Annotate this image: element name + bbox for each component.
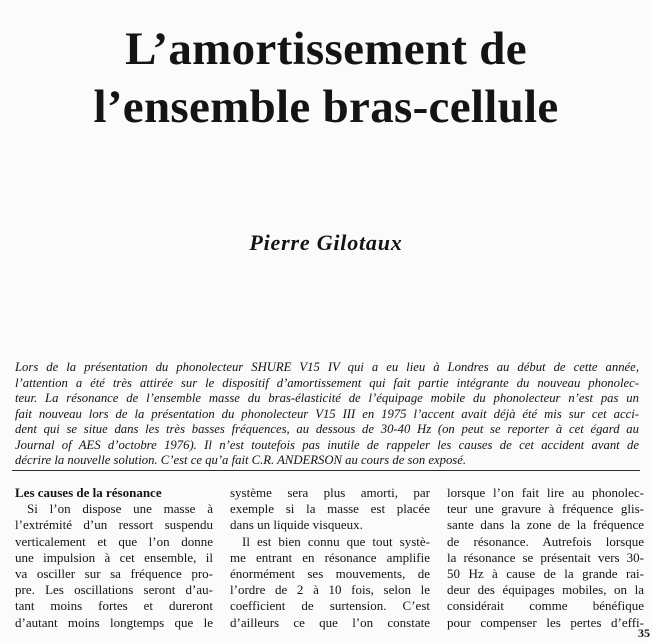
column-line: une impulsion à cet ensemble, il bbox=[15, 549, 213, 565]
column-line: coefficient de surtension. C’est bbox=[230, 598, 430, 614]
text-column-3 bbox=[447, 485, 644, 631]
lede-line: Lors de la présentation du phonolecteur SHURE V15 IV qui a eu lieu à Londres au début de cette année, bbox=[15, 360, 639, 374]
lede-line: décrire la nouvelle solution. C’est ce qu’a fait C.R. ANDERSON au cours de son exposé. bbox=[15, 453, 467, 467]
column-line: tant moins fortes et dureront bbox=[15, 598, 213, 614]
lede-line: l’attention a été très attirée sur le dispositif d’amortissement qui fait partie intégrante du nouveau phonolec- bbox=[15, 375, 639, 390]
column-line: considérait comme bénéfique bbox=[447, 598, 644, 614]
column-line: me entrant en résonance amplifie bbox=[230, 549, 430, 565]
lede-line: fait nouveau lors de la présentation du phonolecteur V15 III en 1975 l’accent avait déjà été mis sur cet acci- bbox=[15, 406, 639, 421]
title-line-1: L’amortissement de bbox=[125, 23, 527, 75]
column-line: énormément ses mouvements, de bbox=[230, 566, 430, 582]
column-line: la résonance se présentait vers 30- bbox=[447, 549, 644, 565]
column-line: l’ordre de 2 à 10 fois, selon le bbox=[230, 582, 430, 598]
column-line: Il est bien connu que tout systè- bbox=[242, 533, 430, 549]
column-line: d’autant moins longtemps que le bbox=[15, 614, 213, 630]
column-line: teur une gravure à fréquence glis- bbox=[447, 501, 644, 517]
title-line-2: l’ensemble bras-cellule bbox=[93, 81, 559, 133]
column-line: dans un liquide visqueux. bbox=[230, 517, 363, 533]
page-number: 35 bbox=[638, 626, 650, 640]
column-line: 50 Hz à cause de la grande rai- bbox=[447, 566, 644, 582]
column-line: Si l’on dispose une masse à bbox=[27, 501, 213, 517]
column-line: lorsque l’on fait lire au phonolec- bbox=[447, 485, 644, 500]
lede-line: Journal of AES d’octobre 1976). Il n’est toutefois pas inutile de rappeler les causes de cet accident avant de bbox=[15, 437, 639, 452]
column-line: pre. Les oscillations seront d’au- bbox=[15, 582, 213, 598]
column-line: va osciller sur sa fréquence pro- bbox=[15, 566, 213, 582]
column-line: verticalement et que l’on donne bbox=[15, 533, 213, 549]
author-name: Pierre Gilotaux bbox=[249, 230, 403, 255]
column-line: deur des équipages mobiles, on la bbox=[447, 582, 644, 598]
text-column-2 bbox=[230, 485, 430, 631]
text-column-1 bbox=[15, 485, 213, 631]
section-divider bbox=[12, 470, 640, 471]
column-line: système sera plus amorti, par bbox=[230, 485, 430, 500]
column-line: exemple si la masse est placée bbox=[230, 501, 430, 517]
section-heading: Les causes de la résonance bbox=[15, 485, 162, 500]
column-line: sante dans la zone de la fréquence bbox=[447, 517, 644, 533]
article-title bbox=[0, 20, 652, 136]
lede-line: teur. La résonance de l’ensemble masse du bras-élasticité de l’équipage mobile du phonolecteur n’est pas un bbox=[15, 391, 639, 405]
lede-paragraph bbox=[15, 360, 639, 469]
column-line: l’extrémité d’un ressort suspendu bbox=[15, 517, 213, 533]
column-line: pour compenser les pertes d’effi- bbox=[447, 614, 644, 630]
column-line: de résonance. Autrefois lorsque bbox=[447, 533, 644, 549]
lede-line: dent qui se situe dans les très basses fréquences, au dessous de 30-40 Hz (on peut se reporter à cet égard au bbox=[15, 422, 639, 436]
column-line: d’ailleurs ce que l’on constate bbox=[230, 614, 430, 630]
